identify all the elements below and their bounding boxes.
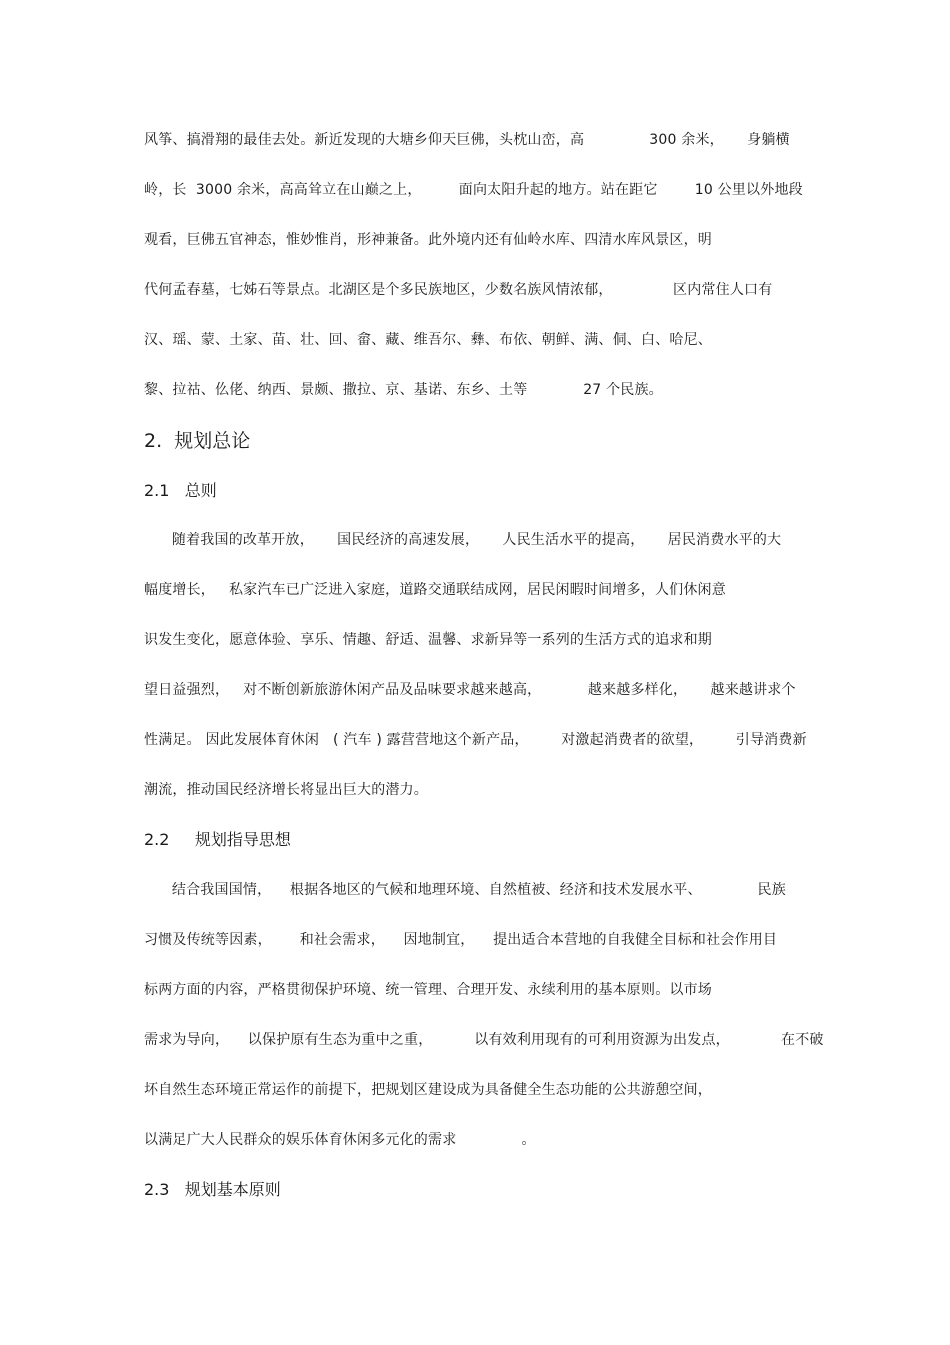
paragraph-line: 结合我国国情， 根据各地区的气候和地理环境、自然植被、经济和技术发展水平、 民族 [144, 882, 786, 898]
paragraph-line: 观看，巨佛五官神态，惟妙惟肖，形神兼备。此外境内还有仙岭水库、四清水库风景区，明 [144, 232, 712, 248]
paragraph-line: 性满足。 因此发展体育休闲 ( 汽车 ) 露营营地这个新产品， 对激起消费者的欲望， 引导消费新 [144, 732, 807, 748]
paragraph-line: 岭，长 3000 余米，高高耸立在山巅之上， 面向太阳升起的地方。站在距它 10 公里以外地段 [144, 182, 803, 198]
paragraph-line: 潮流，推动国民经济增长将显出巨大的潜力。 [144, 782, 428, 798]
paragraph-line: 习惯及传统等因素， 和社会需求， 因地制宜， 提出适合本营地的自我健全目标和社会作用目 [144, 932, 778, 948]
paragraph-line: 风筝、搞滑翔的最佳去处。新近发现的大塘乡仰天巨佛，头枕山峦，高 300 余米， 身躺横 [144, 132, 790, 148]
paragraph-line: 汉、瑶、蒙、土家、苗、壮、回、畲、藏、维吾尔、彝、布依、朝鲜、满、侗、白、哈尼、 [144, 332, 712, 348]
paragraph-line: 标两方面的内容，严格贯彻保护环境、统一管理、合理开发、永续利用的基本原则。以市场 [144, 982, 712, 998]
subsection-heading: 2.2 规划指导思想 [144, 830, 291, 849]
paragraph-line: 幅度增长， 私家汽车已广泛进入家庭，道路交通联结成网，居民闲暇时间增多，人们休闲意 [144, 582, 726, 598]
paragraph-line: 识发生变化，愿意体验、享乐、情趣、舒适、温馨、求新异等一系列的生活方式的追求和期 [144, 632, 712, 648]
paragraph-line: 代何孟春墓，七姊石等景点。北湖区是个多民族地区，少数名族风情浓郁， 区内常住人口有 [144, 282, 773, 298]
paragraph-line: 望日益强烈， 对不断创新旅游休闲产品及品味要求越来越高， 越来越多样化， 越来越讲求个 [144, 682, 796, 698]
paragraph-line: 需求为导向， 以保护原有生态为重中之重， 以有效利用现有的可利用资源为出发点， 在不破 [144, 1032, 824, 1048]
paragraph-line: 坏自然生态环境正常运作的前提下，把规划区建设成为具备健全生态功能的公共游憩空间， [144, 1082, 712, 1098]
subsection-heading: 2.3 规划基本原则 [144, 1180, 281, 1199]
paragraph-line: 黎、拉祜、仫佬、纳西、景颇、撒拉、京、基诺、东乡、土等 27 个民族。 [144, 382, 663, 398]
section-heading: 2. 规划总论 [144, 430, 251, 452]
subsection-heading: 2.1 总则 [144, 481, 217, 500]
paragraph-line: 以满足广大人民群众的娱乐体育休闲多元化的需求 。 [144, 1132, 536, 1148]
paragraph-line: 随着我国的改革开放， 国民经济的高速发展， 人民生活水平的提高， 居民消费水平的大 [144, 532, 782, 548]
